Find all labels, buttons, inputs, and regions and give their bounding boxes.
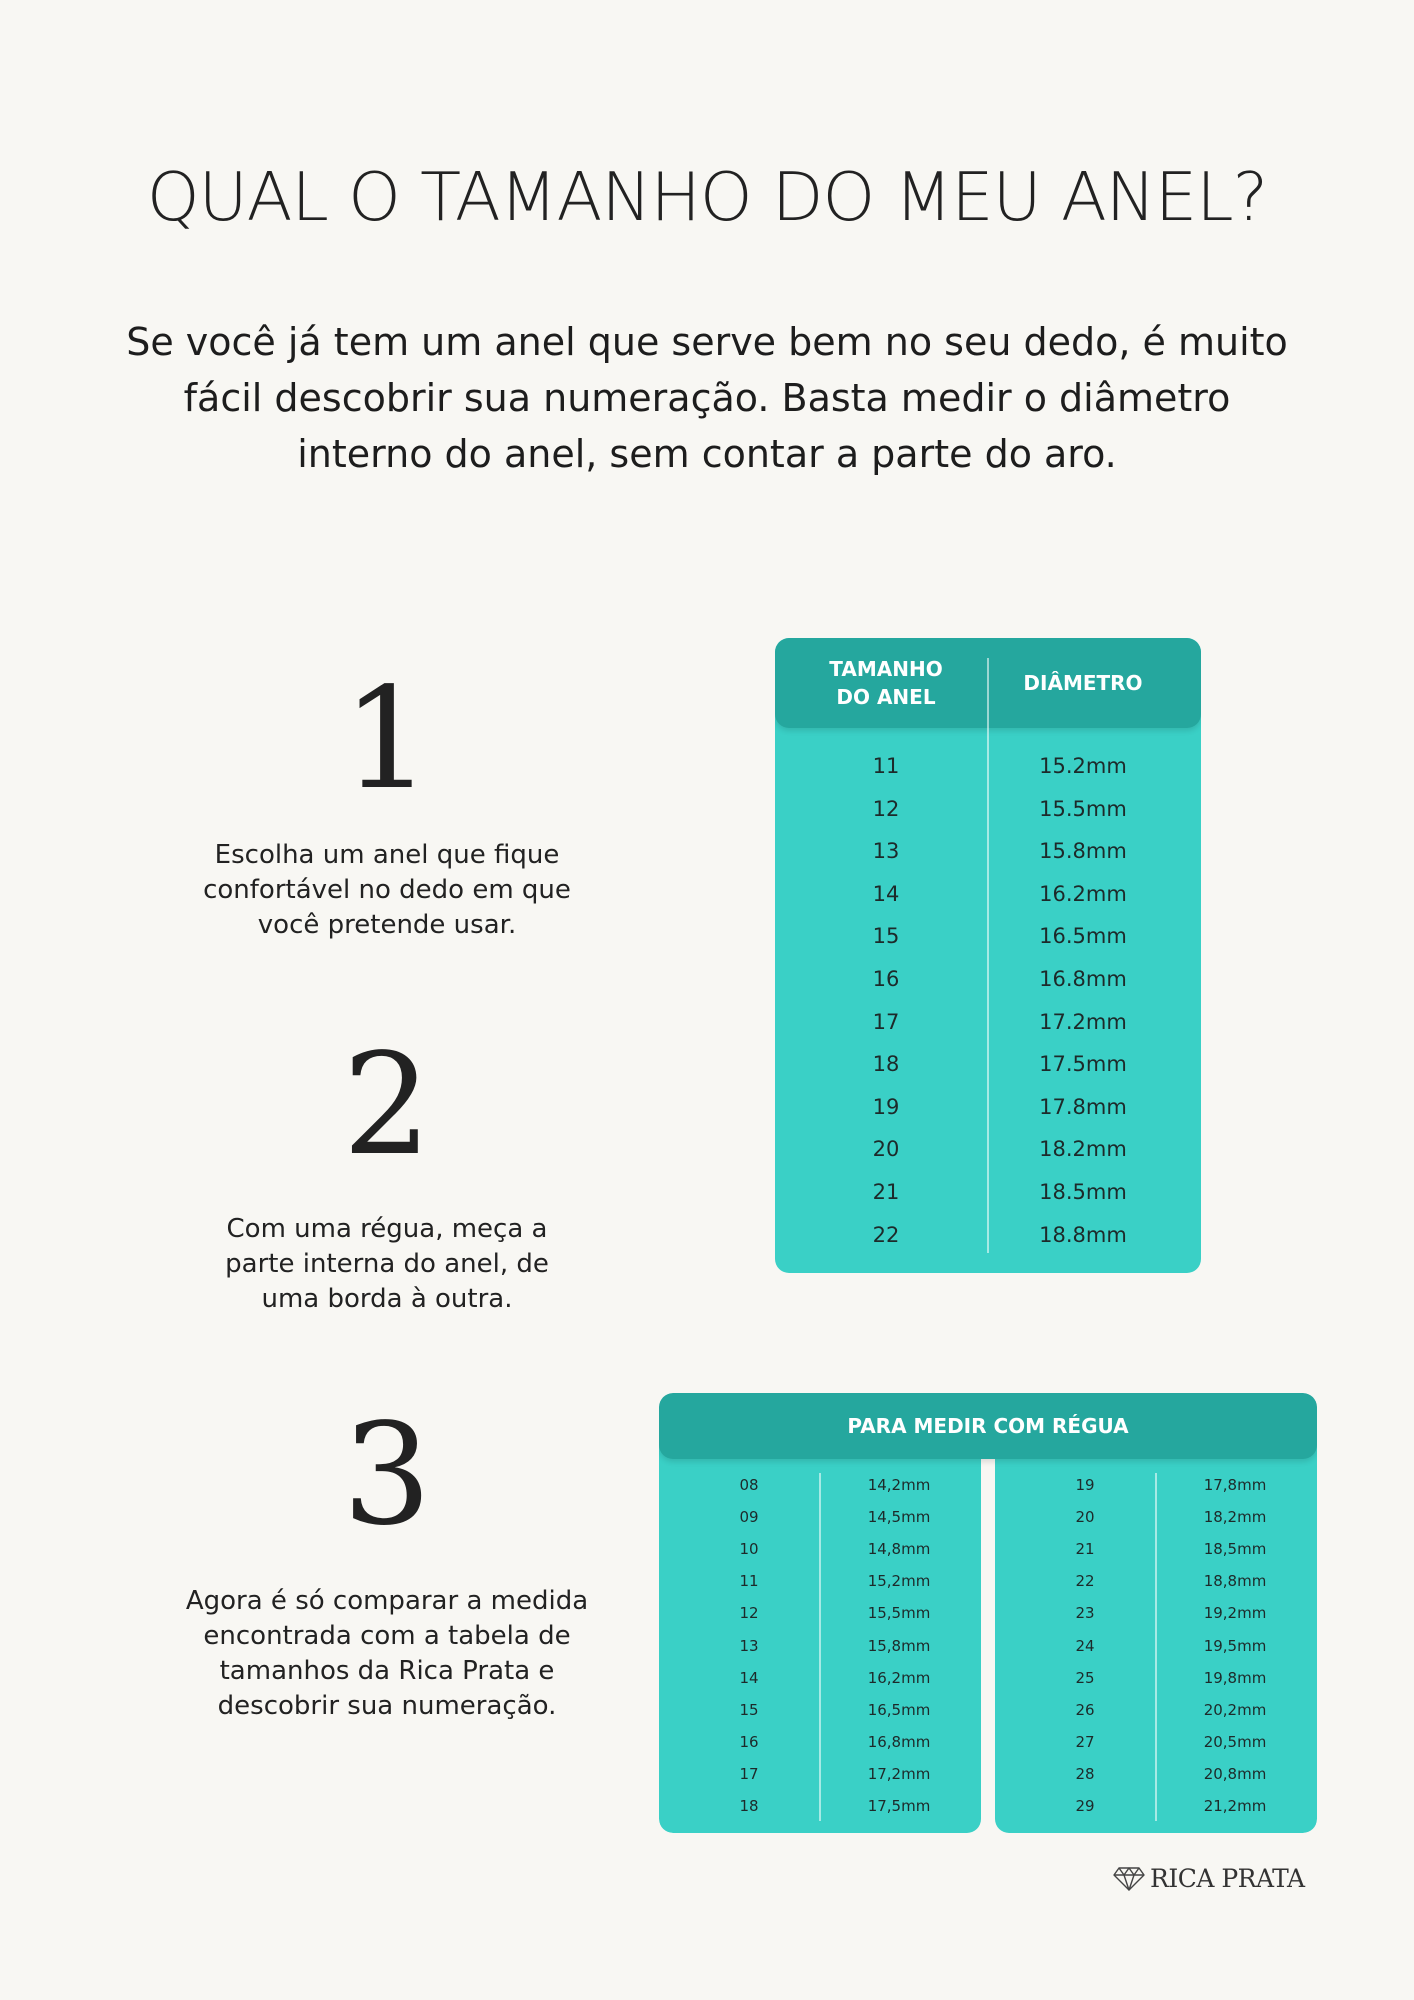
size-table-diameter-cell: 18.5mm (1039, 1180, 1127, 1204)
ruler-left-diameter-cell: 15,8mm (867, 1636, 931, 1655)
size-table-size-cell: 19 (872, 1094, 900, 1119)
ruler-right-diameter-cell: 17,8mm (1203, 1476, 1267, 1494)
size-table-size-cell: 17 (872, 1009, 900, 1034)
brand-logo (1110, 1862, 1316, 1896)
ruler-left-size-cell: 13 (739, 1636, 759, 1655)
ruler-right-diameter-cell: 19,2mm (1203, 1604, 1267, 1623)
ruler-left-size-cell: 12 (739, 1604, 759, 1623)
size-table-diameter-cell: 18.8mm (1039, 1222, 1127, 1247)
ruler-left-size-cell: 08 (739, 1476, 759, 1494)
ruler-right-size-cell: 22 (1075, 1572, 1095, 1591)
ruler-right-divider (1155, 1473, 1157, 1821)
ruler-left-size-cell: 15 (739, 1700, 759, 1719)
ruler-left-size-cell: 14 (739, 1668, 759, 1687)
ruler-left-diameter-cell: 15,2mm (867, 1572, 931, 1591)
ruler-table-right (995, 1413, 1317, 1833)
size-table-size-cell: 12 (872, 796, 900, 821)
ruler-right-size-cell: 24 (1075, 1636, 1095, 1655)
size-table-diameter-cell: 15.2mm (1039, 754, 1127, 778)
ruler-right-size-cell: 29 (1075, 1797, 1095, 1815)
diamond-icon (1112, 1866, 1146, 1892)
ruler-right-diameter-cell: 19,8mm (1203, 1668, 1267, 1687)
ruler-left-diameter-cell: 17,2mm (867, 1764, 931, 1783)
ruler-right-diameter-cell: 19,5mm (1203, 1636, 1267, 1655)
ruler-left-diameter-cell: 17,5mm (867, 1797, 931, 1815)
ruler-right-size-cell: 26 (1075, 1700, 1095, 1719)
size-table-divider (987, 658, 989, 1253)
ruler-left-size-cell: 16 (739, 1732, 759, 1751)
page-title: QUAL O TAMANHO DO MEU ANEL? (146, 158, 1268, 236)
step-1-number: 1 (342, 658, 432, 821)
ruler-right-size-cell: 19 (1075, 1476, 1095, 1494)
column-header-size: TAMANHO DO ANEL (829, 657, 943, 709)
ruler-left-divider (819, 1473, 821, 1821)
ruler-right-diameter-cell: 18,5mm (1203, 1540, 1267, 1559)
ruler-right-diameter-cell: 18,2mm (1203, 1508, 1267, 1527)
ruler-right-diameter-cell: 21,2mm (1203, 1797, 1267, 1815)
size-table-size-cell: 11 (872, 754, 900, 778)
size-table-diameter-cell: 16.2mm (1039, 881, 1127, 906)
size-table-size-cell: 15 (872, 924, 900, 949)
size-table-size-cell: 21 (872, 1180, 900, 1204)
ruler-left-size-cell: 17 (739, 1764, 759, 1783)
ruler-left-diameter-cell: 14,8mm (867, 1540, 931, 1559)
step-2-text: Com uma régua, meça a parte interna do anel, de uma borda à outra. (225, 1214, 549, 1314)
ruler-table (659, 1393, 1317, 1833)
column-header-diameter: DIÂMETRO (1023, 671, 1143, 695)
ruler-right-size-cell: 23 (1075, 1604, 1095, 1623)
intro-paragraph: Se você já tem um anel que serve bem no seu dedo, é muito fácil descobrir sua numeração. Basta medir o diâmetro interno do anel, sem contar a parte do aro. (126, 320, 1288, 476)
ruler-left-diameter-cell: 15,5mm (867, 1604, 931, 1623)
ruler-right-size-cell: 27 (1075, 1732, 1095, 1751)
ruler-table-left (659, 1413, 981, 1833)
size-table-size-cell: 14 (872, 881, 900, 906)
ruler-right-size-cell: 20 (1075, 1508, 1095, 1527)
step-1-text: Escolha um anel que fique confortável no dedo em que você pretende usar. (203, 840, 571, 940)
ruler-left-size-cell: 10 (739, 1540, 759, 1559)
ruler-right-diameter-cell: 20,5mm (1203, 1732, 1267, 1751)
size-table-size-cell: 16 (872, 967, 900, 991)
size-table-diameter-cell: 15.8mm (1039, 839, 1127, 864)
ruler-left-size-cell: 11 (739, 1572, 759, 1591)
ruler-right-size-cell: 28 (1075, 1764, 1095, 1783)
ruler-right-diameter-cell: 20,8mm (1203, 1764, 1267, 1783)
ruler-right-size-cell: 25 (1075, 1668, 1095, 1687)
ruler-left-diameter-cell: 16,2mm (867, 1668, 931, 1687)
size-table (775, 638, 1201, 1273)
size-table-diameter-cell: 17.5mm (1039, 1052, 1127, 1077)
size-table-diameter-cell: 15.5mm (1039, 796, 1127, 821)
size-table-size-cell: 22 (872, 1222, 900, 1247)
step-3-text: Agora é só comparar a medida encontrada com a tabela de tamanhos da Rica Prata e descobrir sua numeração. (185, 1586, 589, 1721)
size-table-diameter-cell: 17.2mm (1039, 1009, 1127, 1034)
ruler-left-diameter-cell: 16,8mm (867, 1732, 931, 1751)
ruler-table-title: PARA MEDIR COM RÉGUA (847, 1414, 1129, 1438)
size-table-size-cell: 18 (872, 1052, 900, 1077)
step-2-number: 2 (342, 1024, 432, 1187)
size-table-diameter-cell: 16.5mm (1039, 924, 1127, 949)
step-3-number: 3 (342, 1394, 432, 1557)
size-table-diameter-cell: 18.2mm (1039, 1137, 1127, 1162)
ruler-right-diameter-cell: 18,8mm (1203, 1572, 1267, 1591)
ruler-right-size-cell: 21 (1075, 1540, 1095, 1559)
size-table-size-cell: 20 (872, 1137, 900, 1162)
ruler-table-header (659, 1393, 1317, 1459)
size-table-diameter-cell: 17.8mm (1039, 1094, 1127, 1119)
ruler-left-size-cell: 18 (739, 1797, 759, 1815)
ruler-left-size-cell: 09 (739, 1508, 759, 1527)
size-table-size-cell: 13 (872, 839, 900, 864)
size-table-diameter-cell: 16.8mm (1039, 967, 1127, 991)
ruler-left-diameter-cell: 16,5mm (867, 1700, 931, 1719)
ruler-left-diameter-cell: 14,2mm (867, 1476, 931, 1494)
brand-name: RICA PRATA (1150, 1864, 1305, 1893)
ruler-left-diameter-cell: 14,5mm (867, 1508, 931, 1527)
ruler-right-diameter-cell: 20,2mm (1203, 1700, 1267, 1719)
